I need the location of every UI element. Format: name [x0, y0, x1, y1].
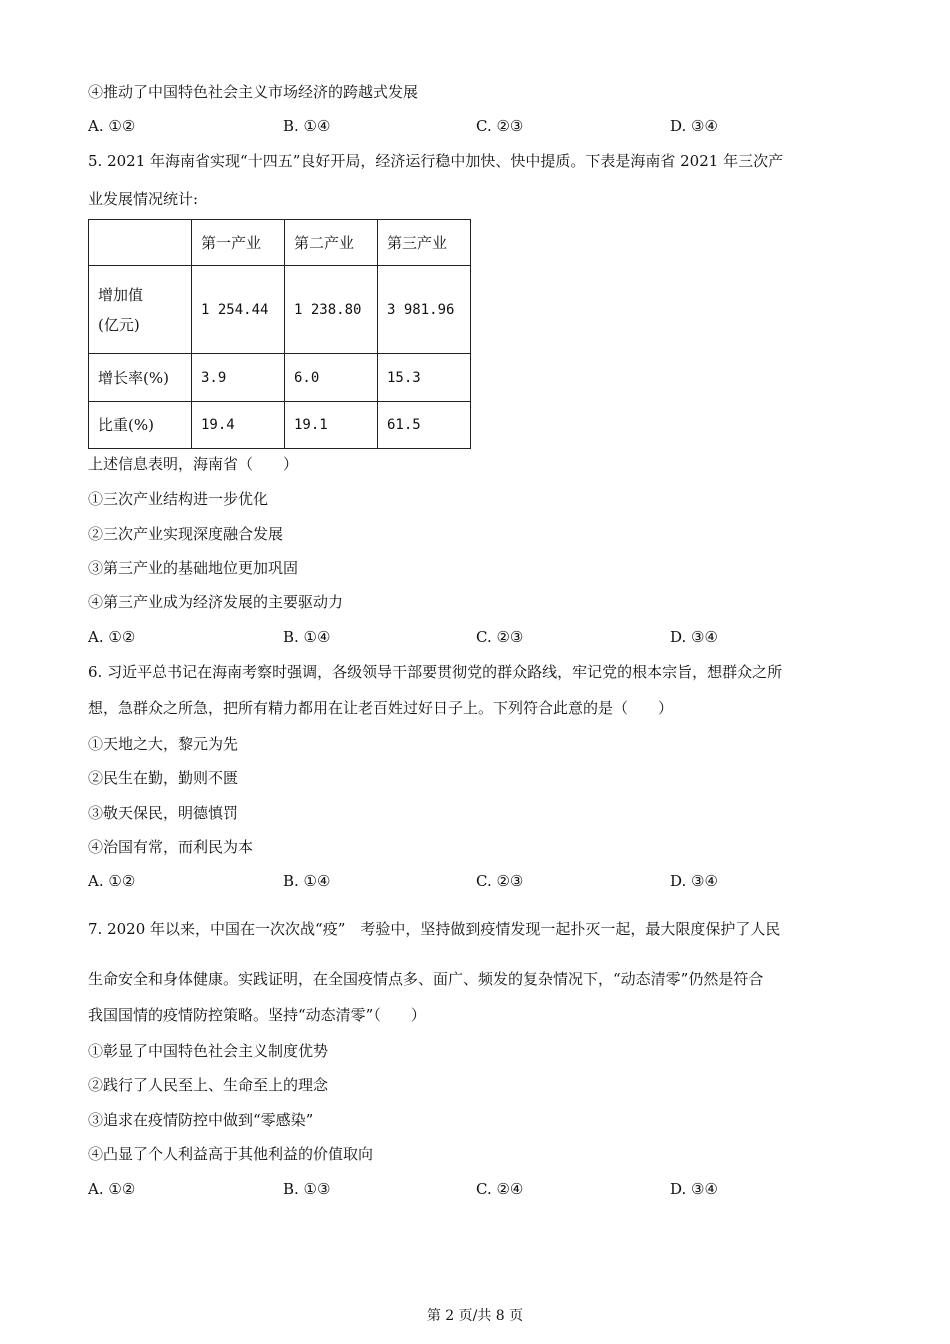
q6-options — [88, 870, 868, 892]
table-row-label — [89, 266, 192, 354]
q7-option-d[interactable]: D. ③④ — [670, 1180, 718, 1198]
q4-option-a[interactable]: A. ①② — [88, 117, 136, 135]
q5-item-3: ③第三产业的基础地位更加巩固 — [88, 559, 299, 577]
q7-item-3: ③追求在疫情防控中做到“零感染” — [88, 1111, 314, 1129]
page-footer: 第 2 页/共 8 页 — [426, 1308, 524, 1324]
q7-option-b[interactable]: B. ①③ — [283, 1180, 331, 1198]
q5-stem-line-2: 业发展情况统计: — [88, 190, 199, 208]
q6-item-3: ③敬天保民，明德慎罚 — [88, 804, 239, 822]
q5-option-d[interactable]: D. ③④ — [670, 628, 718, 646]
table-header-row — [89, 220, 471, 266]
table-cell: 6.0 — [285, 354, 378, 402]
q7-stem-line-3: 我国国情的疫情防控策略。坚持“动态清零”（ ） — [88, 1006, 426, 1024]
table-header-cell: 第一产业 — [192, 220, 285, 266]
q6-item-4: ④治国有常，而利民为本 — [88, 838, 254, 856]
table-row — [89, 354, 471, 402]
q7-option-c[interactable]: C. ②④ — [476, 1180, 524, 1198]
industry-table — [88, 219, 471, 449]
q4-options — [88, 115, 868, 137]
q7-option-a[interactable]: A. ①② — [88, 1180, 136, 1198]
table-cell: 61.5 — [378, 402, 471, 449]
table-cell: 1 238.80 — [285, 266, 378, 354]
q4-option-d[interactable]: D. ③④ — [670, 117, 718, 135]
q5-option-a[interactable]: A. ①② — [88, 628, 136, 646]
table-cell: 3 981.96 — [378, 266, 471, 354]
table-row-label: 增长率(%) — [89, 354, 192, 402]
q5-option-b[interactable]: B. ①④ — [283, 628, 331, 646]
table-header-cell — [89, 220, 192, 266]
table-cell: 3.9 — [192, 354, 285, 402]
q5-item-1: ①三次产业结构进一步优化 — [88, 490, 269, 508]
q7-item-2: ②践行了人民至上、生命至上的理念 — [88, 1076, 329, 1094]
row-label-line: 增加值 — [98, 285, 144, 304]
table-cell: 19.1 — [285, 402, 378, 449]
q5-options — [88, 626, 868, 648]
q5-item-2: ②三次产业实现深度融合发展 — [88, 525, 284, 543]
row-label-line: (亿元) — [98, 315, 140, 334]
q4-option-b[interactable]: B. ①④ — [283, 117, 331, 135]
q7-stem-line-1: 7. 2020 年以来，中国在一次次战“疫” 考验中，坚持做到疫情发现一起扑灭一起，最大限度保护了人民 — [88, 920, 781, 938]
q7-item-1: ①彰显了中国特色社会主义制度优势 — [88, 1042, 329, 1060]
q6-option-a[interactable]: A. ①② — [88, 872, 136, 890]
table-cell: 15.3 — [378, 354, 471, 402]
q6-stem-line-1: 6. 习近平总书记在海南考察时强调，各级领导干部要贯彻党的群众路线，牢记党的根本宗旨，想群众之所 — [88, 663, 783, 681]
table-header-cell: 第二产业 — [285, 220, 378, 266]
table-cell: 19.4 — [192, 402, 285, 449]
q5-item-4: ④第三产业成为经济发展的主要驱动力 — [88, 593, 344, 611]
q6-stem-line-2: 想，急群众之所急，把所有精力都用在让老百姓过好日子上。下列符合此意的是（ ） — [88, 699, 674, 717]
q6-option-c[interactable]: C. ②③ — [476, 872, 524, 890]
table-row — [89, 266, 471, 354]
q7-options — [88, 1178, 868, 1200]
q7-item-4: ④凸显了个人利益高于其他利益的价值取向 — [88, 1145, 374, 1163]
q5-prompt: 上述信息表明，海南省（ ） — [88, 455, 299, 473]
q7-stem-line-2: 生命安全和身体健康。实践证明，在全国疫情点多、面广、频发的复杂情况下，“动态清零”仍然是符合 — [88, 970, 764, 988]
q6-option-d[interactable]: D. ③④ — [670, 872, 718, 890]
table-cell: 1 254.44 — [192, 266, 285, 354]
q5-option-c[interactable]: C. ②③ — [476, 628, 524, 646]
q6-option-b[interactable]: B. ①④ — [283, 872, 331, 890]
table-row — [89, 402, 471, 449]
q4-option-c[interactable]: C. ②③ — [476, 117, 524, 135]
q6-item-1: ①天地之大，黎元为先 — [88, 735, 239, 753]
q6-item-2: ②民生在勤，勤则不匮 — [88, 769, 239, 787]
q4-item-4: ④推动了中国特色社会主义市场经济的跨越式发展 — [88, 83, 419, 101]
table-row-label: 比重(%) — [89, 402, 192, 449]
table-header-cell: 第三产业 — [378, 220, 471, 266]
q5-stem-line-1: 5. 2021 年海南省实现“十四五”良好开局，经济运行稳中加快、快中提质。下表是海南省 2021 年三次产 — [88, 152, 784, 170]
